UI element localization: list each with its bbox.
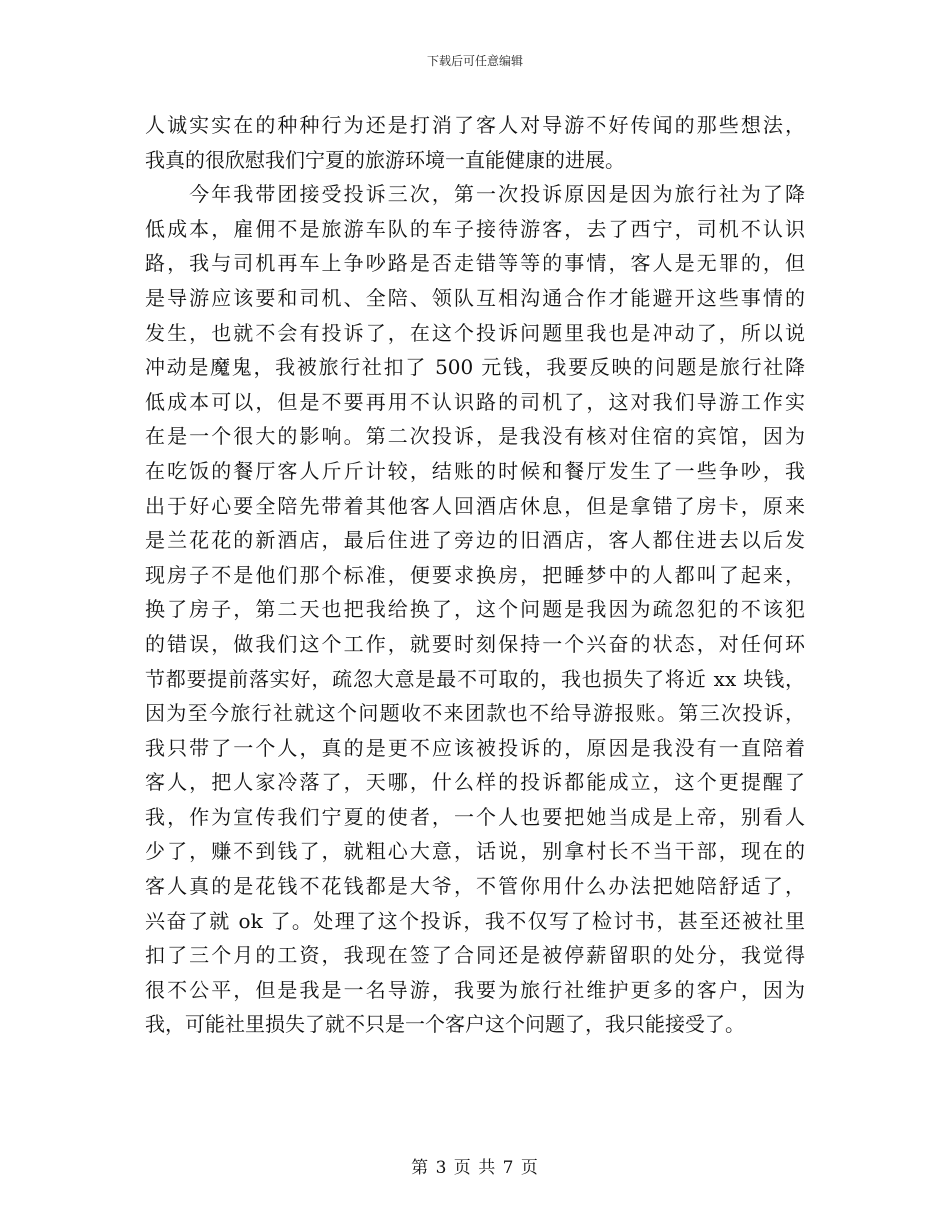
text-line: 因为至今旅行社就这个问题收不来团款也不给导游报账。第三次投诉， [145,701,805,726]
paragraph-start-line: 今年我带团接受投诉三次，第一次投诉原因是因为旅行社为了降 [145,182,805,207]
text-line: 路，我与司机再车上争吵路是否走错等等的事情，客人是无罪的，但 [145,251,805,276]
text-line: 我真的很欣慰我们宁夏的旅游环境一直能健康的进展。 [145,147,625,172]
text-line: 人诚实实在的种种行为还是打消了客人对导游不好传闻的那些想法， [145,113,805,137]
document-body [145,108,805,1042]
text-line: 的错误，做我们这个工作，就要时刻保持一个兴奋的状态，对任何环 [145,631,805,656]
text-line: 是导游应该要和司机、全陪、领队互相沟通合作才能避开这些事情的 [145,285,805,310]
text-line: 扣了三个月的工资，我现在签了合同还是被停薪留职的处分，我觉得 [145,943,805,968]
text-line: 客人真的是花钱不花钱都是大爷，不管你用什么办法把她陪舒适了， [145,874,805,899]
text-line: 很不公平，但是我是一名导游，我要为旅行社维护更多的客户，因为 [145,977,805,1002]
text-line: 在吃饭的餐厅客人斤斤计较，结账的时候和餐厅发生了一些争吵，我 [145,458,805,483]
text-line: 是兰花花的新酒店，最后住进了旁边的旧酒店，客人都住进去以后发 [145,528,805,553]
page-header: 下载后可任意编辑 [426,54,523,68]
text-line: 少了，赚不到钱了，就粗心大意，话说，别拿村长不当干部，现在的 [145,839,805,864]
text-line: 节都要提前落实好，疏忽大意是最不可取的，我也损失了将近 xx 块钱， [145,666,805,691]
text-line: 现房子不是他们那个标准，便要求换房，把睡梦中的人都叫了起来， [145,562,805,587]
text-line: 在是一个很大的影响。第二次投诉，是我没有核对住宿的宾馆，因为 [145,424,805,449]
text-line: 低成本，雇佣不是旅游车队的车子接待游客，去了西宁，司机不认识 [145,216,805,241]
text-line: 冲动是魔鬼，我被旅行社扣了 500 元钱，我要反映的问题是旅行社降 [145,355,805,380]
text-line: 低成本可以，但是不要再用不认识路的司机了，这对我们导游工作实 [145,389,805,414]
text-line: 我，可能社里损失了就不只是一个客户这个问题了，我只能接受了。 [145,1012,745,1037]
page-number-footer: 第 3 页 共 7 页 [411,1158,539,1178]
text-line: 出于好心要全陪先带着其他客人回酒店休息，但是拿错了房卡，原来 [145,493,805,518]
text-line: 发生，也就不会有投诉了，在这个投诉问题里我也是冲动了，所以说 [145,320,805,345]
text-line: 我只带了一个人，真的是更不应该被投诉的，原因是我没有一直陪着 [145,735,805,760]
text-line: 兴奋了就 ok 了。处理了这个投诉，我不仅写了检讨书，甚至还被社里 [145,908,805,933]
text-line: 我，作为宣传我们宁夏的使者，一个人也要把她当成是上帝，别看人 [145,804,805,829]
text-line: 客人，把人家冷落了，天哪，什么样的投诉都能成立，这个更提醒了 [145,770,805,795]
text-line: 换了房子，第二天也把我给换了，这个问题是我因为疏忽犯的不该犯 [145,597,805,622]
